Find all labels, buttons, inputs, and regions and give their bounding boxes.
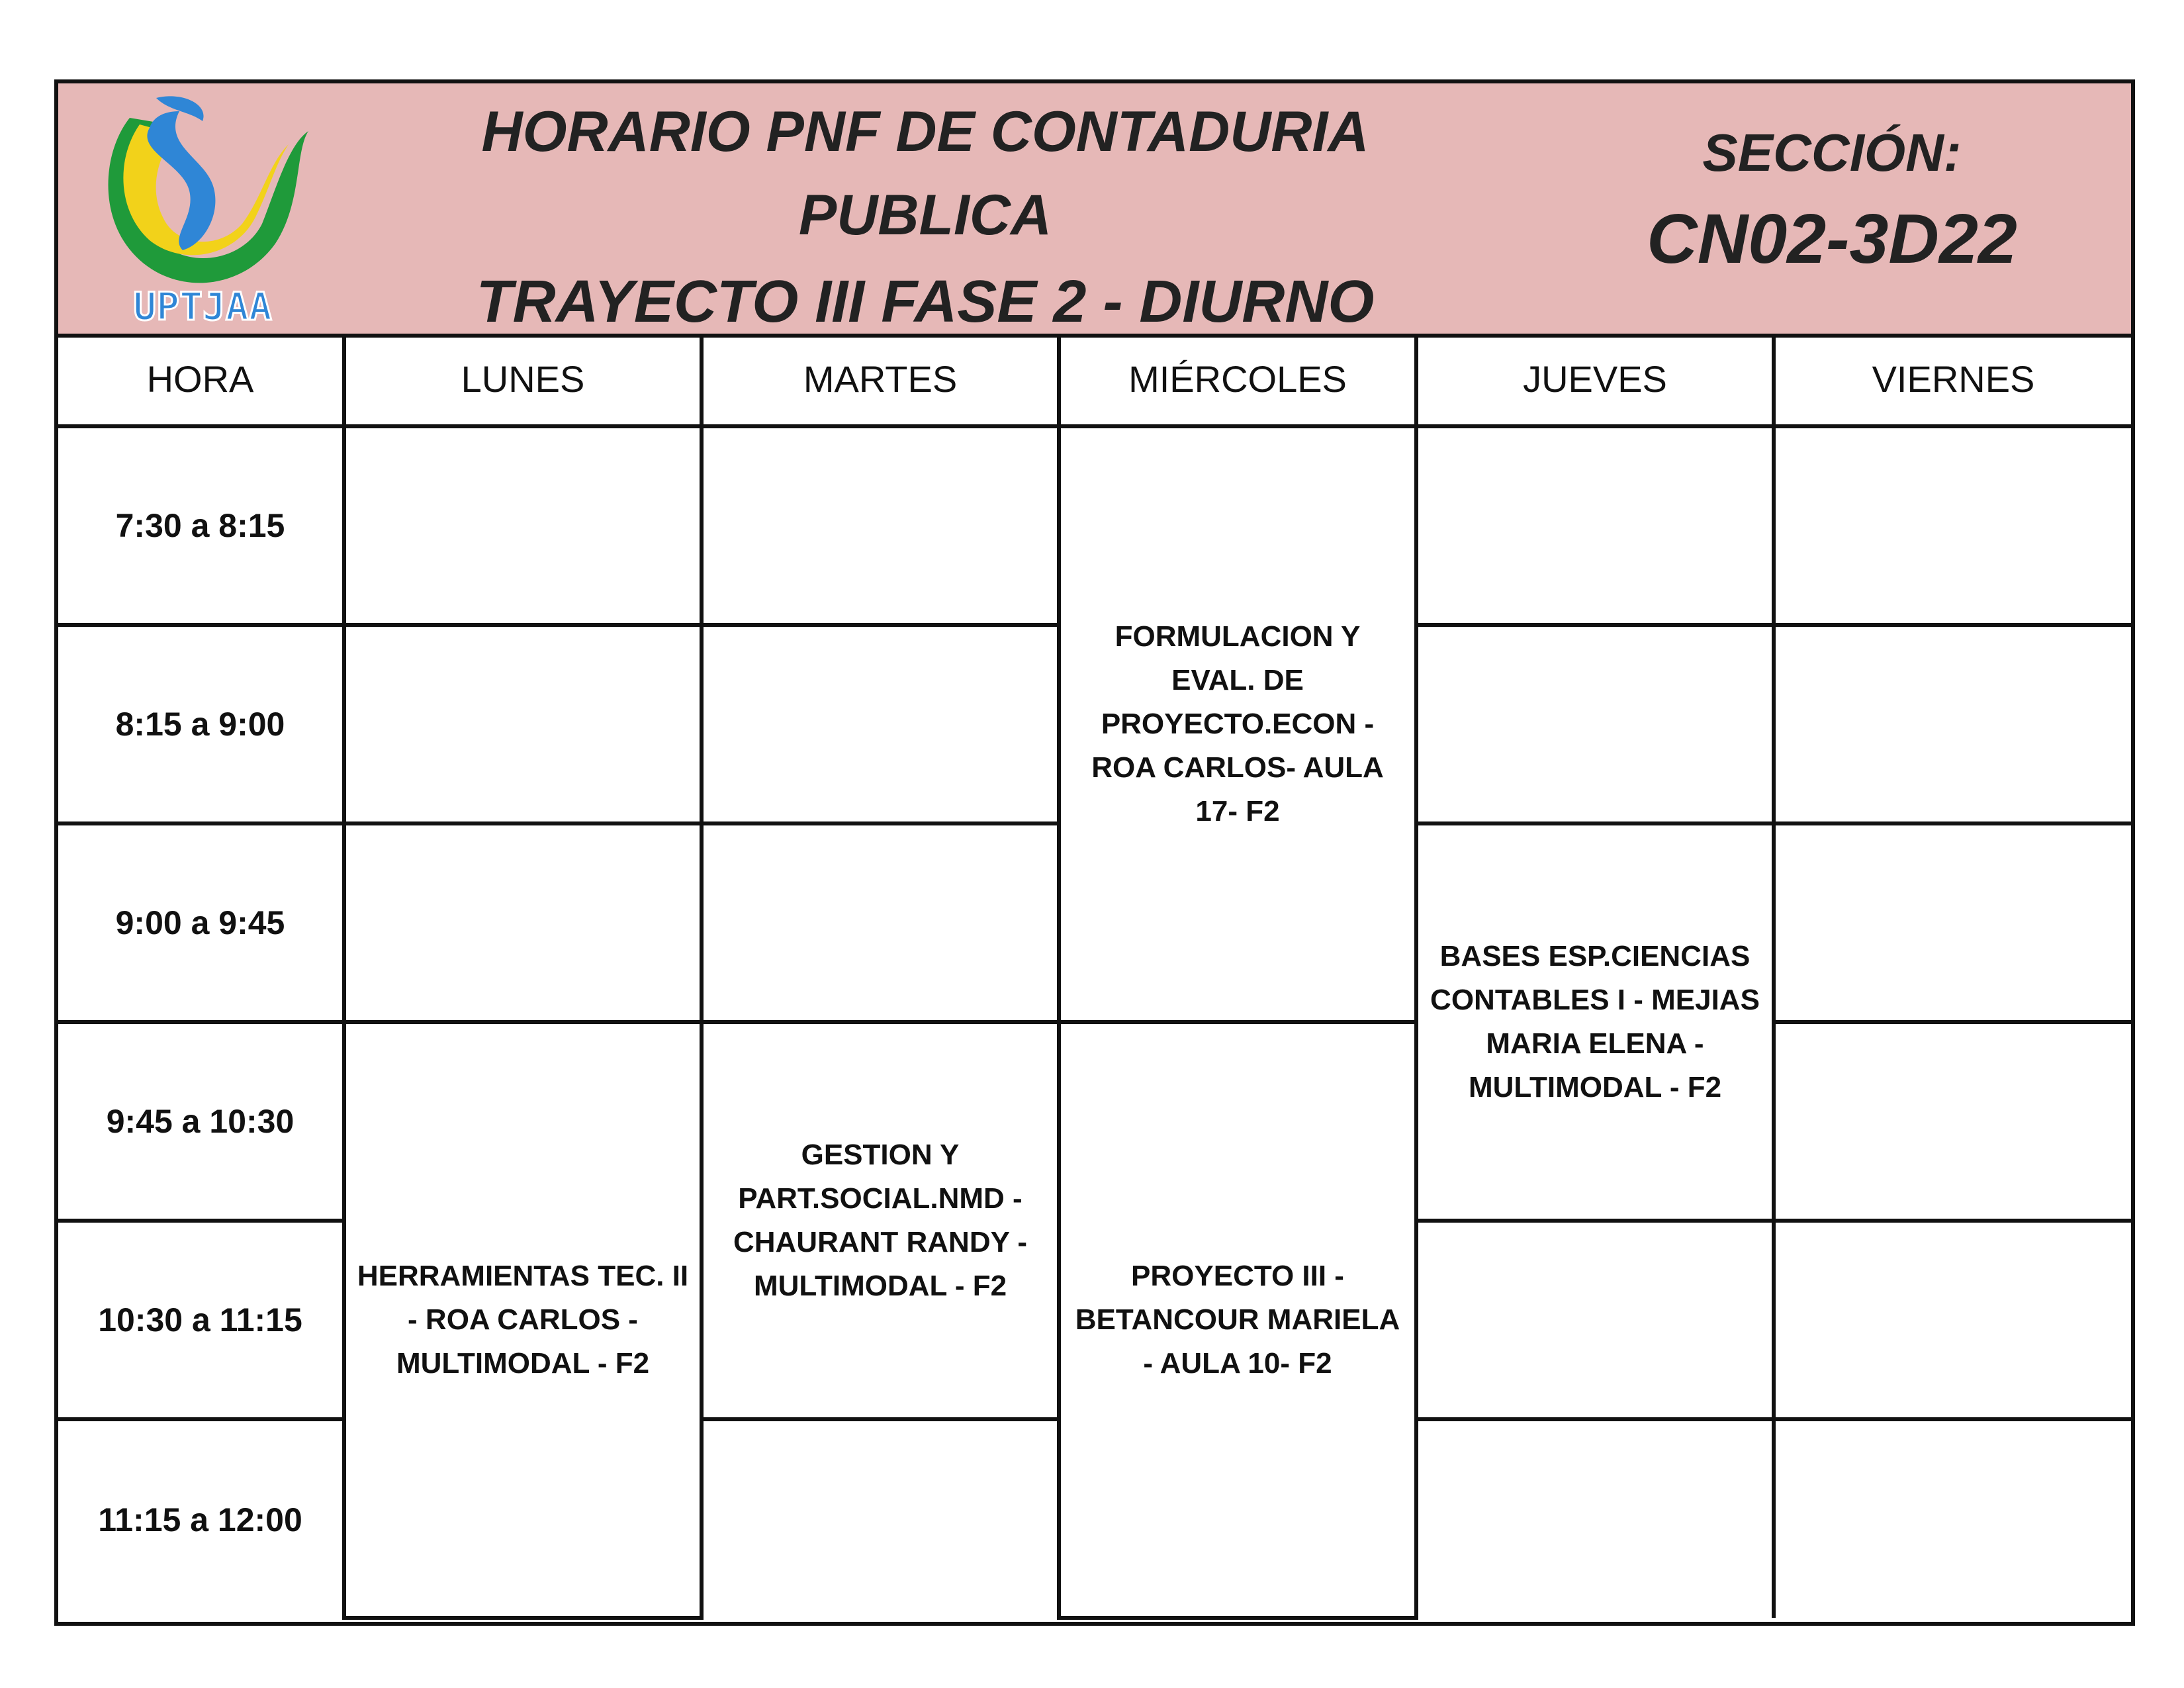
- header-banner: [58, 83, 2131, 338]
- empty-cell: [1416, 1221, 1774, 1419]
- empty-cell: [1774, 1022, 2131, 1221]
- empty-cell: [702, 823, 1059, 1022]
- empty-cell: [1774, 823, 2131, 1022]
- class-cell: FORMULACION Y EVAL. DE PROYECTO.ECON - ROA CARLOS- AULA 17- F2: [1059, 426, 1416, 1022]
- empty-cell: [1774, 1419, 2131, 1618]
- empty-cell: [1416, 625, 1774, 823]
- column-header-hora: HORA: [58, 334, 344, 426]
- empty-cell: [344, 625, 702, 823]
- empty-cell: [702, 426, 1059, 625]
- column-header-miercoles: MIÉRCOLES: [1059, 334, 1416, 426]
- hour-cell: 9:00 a 9:45: [58, 823, 344, 1022]
- empty-cell: [1416, 426, 1774, 625]
- empty-cell: [1774, 426, 2131, 625]
- section-label: SECCIÓN:: [1702, 123, 1962, 182]
- class-cell: GESTION Y PART.SOCIAL.NMD - CHAURANT RANDY - MULTIMODAL - F2: [702, 1022, 1059, 1419]
- title-line-2: PUBLICA: [798, 183, 1052, 247]
- schedule-sheet: [54, 79, 2135, 1626]
- column-header-martes: MARTES: [702, 334, 1059, 426]
- logo-text: UPTJAA: [133, 284, 272, 329]
- column-header-viernes: VIERNES: [1774, 334, 2131, 426]
- table-row: [58, 426, 2131, 625]
- title-line-3: TRAYECTO III FASE 2 - DIURNO: [476, 269, 1375, 335]
- hour-cell: 10:30 a 11:15: [58, 1221, 344, 1419]
- table-header-row: [58, 334, 2131, 426]
- title-line-1: HORARIO PNF DE CONTADURIA: [481, 100, 1369, 164]
- section-block: [1567, 117, 2097, 289]
- class-cell: HERRAMIENTAS TEC. II - ROA CARLOS - MULTIMODAL - F2: [344, 1022, 702, 1618]
- empty-cell: [702, 625, 1059, 823]
- class-cell: BASES ESP.CIENCIAS CONTABLES I - MEJIAS MARIA ELENA - MULTIMODAL - F2: [1416, 823, 1774, 1221]
- empty-cell: [702, 1419, 1059, 1618]
- empty-cell: [344, 823, 702, 1022]
- hour-cell: 11:15 a 12:00: [58, 1419, 344, 1618]
- hour-cell: 7:30 a 8:15: [58, 426, 344, 625]
- uptjaa-logo: [90, 91, 315, 331]
- empty-cell: [344, 426, 702, 625]
- empty-cell: [1774, 625, 2131, 823]
- hour-cell: 9:45 a 10:30: [58, 1022, 344, 1221]
- column-header-lunes: LUNES: [344, 334, 702, 426]
- empty-cell: [1774, 1221, 2131, 1419]
- column-header-jueves: JUEVES: [1416, 334, 1774, 426]
- schedule-title: [376, 90, 1475, 347]
- section-code: CN02-3D22: [1647, 200, 2017, 278]
- class-cell: PROYECTO III - BETANCOUR MARIELA - AULA 10- F2: [1059, 1022, 1416, 1618]
- hour-cell: 8:15 a 9:00: [58, 625, 344, 823]
- empty-cell: [1416, 1419, 1774, 1618]
- table-row: [58, 1022, 2131, 1221]
- schedule-table: [58, 334, 2131, 1620]
